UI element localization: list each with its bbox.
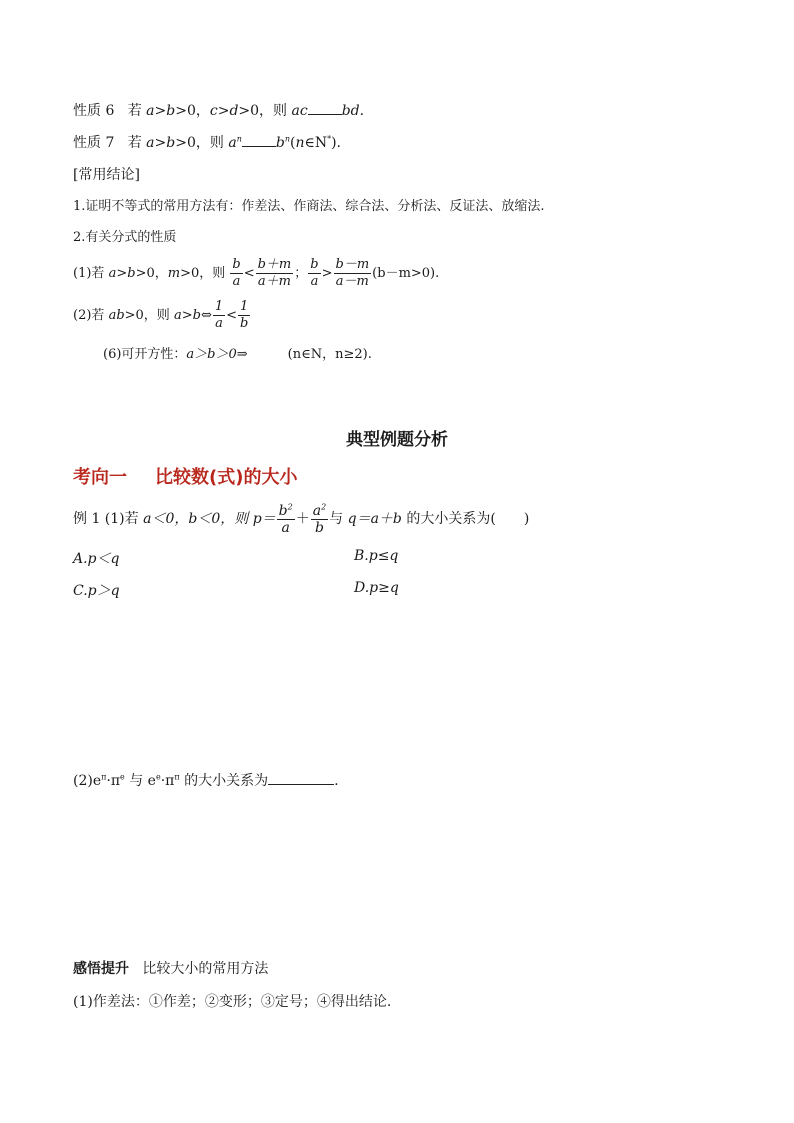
fraction: [238, 299, 250, 332]
symbol: ＋: [295, 511, 310, 527]
var-b: b: [192, 308, 201, 323]
fill-blank: [308, 102, 342, 115]
property-6-text: >0，则: [238, 103, 292, 119]
insight-text: 比较大小的常用方法: [142, 961, 269, 977]
property-6-text: 若: [127, 103, 147, 119]
property-6-line: [73, 102, 364, 120]
superscript: π: [101, 772, 107, 782]
numerator: [311, 503, 328, 520]
fraction: [277, 503, 295, 536]
fraction: [256, 257, 294, 290]
example-text: 例 1 (1)若: [73, 511, 144, 527]
example-condition: b＜0，则: [188, 511, 253, 527]
property-7-text: >0，则: [175, 135, 229, 151]
example-condition: a＜0，: [143, 511, 189, 527]
choice-d[interactable]: [354, 580, 399, 596]
choice-b[interactable]: [354, 548, 398, 564]
denominator: a: [215, 316, 223, 331]
symbol: ·π: [106, 773, 121, 789]
denominator: a: [232, 274, 241, 289]
method-1: (1)作差法：①作差；②变形；③定号；④得出结论.: [73, 994, 392, 1010]
symbol: >0，: [175, 103, 210, 119]
item-text: (2)若: [73, 308, 109, 323]
item-text: >0，: [135, 266, 168, 281]
example-1-part-2: [73, 772, 339, 790]
section-title: 比较数(式)的大小: [155, 467, 298, 488]
numerator: [277, 503, 295, 520]
var-a: a: [146, 103, 155, 119]
item-text: (6)可开方性：: [103, 347, 187, 362]
page-title: 典型例题分析: [346, 430, 448, 450]
item-text: (1)若: [73, 266, 109, 281]
symbol: >: [181, 308, 193, 323]
choice-d-label: D.p≥q: [354, 580, 399, 596]
numerator: b: [232, 257, 241, 272]
example-text: 的大小关系为: [179, 773, 269, 789]
item-text: >0，则: [124, 308, 174, 323]
denominator: a: [310, 274, 319, 289]
item-text: (n∈N，n≥2).: [287, 347, 372, 362]
symbol: <: [226, 308, 238, 323]
period: .: [334, 773, 339, 789]
fraction: [311, 503, 328, 536]
superscript: π: [174, 772, 180, 782]
item-text: (b－m>0).: [372, 266, 440, 281]
symbol: ).: [331, 135, 342, 151]
numerator: 1: [214, 299, 224, 314]
choice-c[interactable]: [73, 580, 120, 600]
choice-a-label: A.p＜q: [73, 551, 120, 567]
var-ac: ac: [291, 103, 308, 119]
denominator: a: [281, 519, 290, 536]
root-property: [103, 346, 372, 364]
example-text: (2)e: [73, 773, 102, 789]
example-text: 的大小关系为( ): [401, 511, 530, 527]
symbol: >: [116, 266, 128, 281]
symbol: ；: [294, 266, 308, 281]
symbol: >: [154, 135, 167, 151]
var-q: q＝a＋b: [347, 511, 402, 527]
var-p: p＝: [252, 511, 276, 527]
var-ab: ab: [108, 308, 125, 323]
fraction-property-1: [73, 256, 439, 292]
choice-c-label: C.p＞q: [73, 583, 120, 599]
denominator: a－m: [335, 274, 369, 289]
property-7-text: 若: [127, 135, 147, 151]
var-d: d: [229, 103, 239, 119]
answer-blank[interactable]: [268, 772, 334, 785]
choice-b-label: B.p≤q: [354, 548, 399, 564]
symbol: ·π: [160, 773, 175, 789]
property-7-line: [73, 134, 341, 152]
symbol: <: [243, 266, 255, 281]
numerator: b＋m: [257, 257, 292, 272]
numerator: b－m: [335, 257, 370, 272]
example-text: 与: [329, 511, 348, 527]
example-1-question: [73, 500, 529, 538]
var-m: m: [167, 266, 181, 281]
item-condition: a＞b＞0⇒: [186, 347, 248, 362]
property-7-label: 性质 7: [73, 135, 115, 151]
insight-line: [73, 960, 268, 978]
period: .: [359, 103, 365, 119]
denominator: b: [240, 316, 249, 331]
denominator: b: [314, 519, 324, 536]
conclusion-1: 1.证明不等式的常用方法有：作差法、作商法、综合法、分析法、反证法、放缩法.: [73, 199, 545, 214]
section-heading: [73, 463, 297, 489]
var-n: n: [295, 135, 305, 151]
property-6-label: 性质 6: [73, 103, 115, 119]
superscript: e: [155, 772, 161, 782]
superscript-n: n: [236, 134, 242, 144]
superscript: 2: [321, 501, 327, 511]
numerator-base: a: [312, 502, 322, 519]
var-b: b: [166, 135, 176, 151]
var-a: a: [228, 135, 237, 151]
var-a: a: [108, 266, 117, 281]
numerator: b: [310, 257, 319, 272]
fill-blank: [242, 134, 276, 147]
var-bd: bd: [341, 103, 360, 119]
choice-a[interactable]: [73, 548, 119, 568]
common-conclusion-heading: [常用结论]: [73, 167, 140, 183]
denominator: a＋m: [257, 274, 291, 289]
var-b: b: [166, 103, 176, 119]
fraction: [308, 257, 320, 290]
symbol: >: [321, 266, 333, 281]
symbol: (: [289, 135, 296, 151]
section-prefix: 考向一: [73, 467, 127, 488]
fraction-property-2: [73, 298, 251, 334]
item-text: >0，则: [180, 266, 226, 281]
var-b: b: [127, 266, 136, 281]
var-b: b: [275, 135, 285, 151]
numerator-base: b: [278, 502, 288, 519]
symbol: ⇔: [200, 308, 212, 323]
fraction: [334, 257, 372, 290]
superscript-star: *: [327, 134, 332, 144]
var-a: a: [146, 135, 155, 151]
conclusion-2: 2.有关分式的性质: [73, 230, 177, 245]
numerator: 1: [240, 299, 249, 314]
example-text: 与 e: [124, 773, 156, 789]
symbol: >: [217, 103, 230, 119]
insight-label: 感悟提升: [73, 961, 129, 977]
superscript-n: n: [284, 134, 290, 144]
fraction: [213, 299, 225, 332]
fraction: [230, 257, 242, 290]
superscript: e: [120, 772, 125, 782]
symbol: ∈N: [304, 135, 328, 151]
var-a: a: [173, 308, 182, 323]
symbol: >: [154, 103, 167, 119]
var-c: c: [209, 103, 218, 119]
superscript: 2: [287, 501, 293, 511]
